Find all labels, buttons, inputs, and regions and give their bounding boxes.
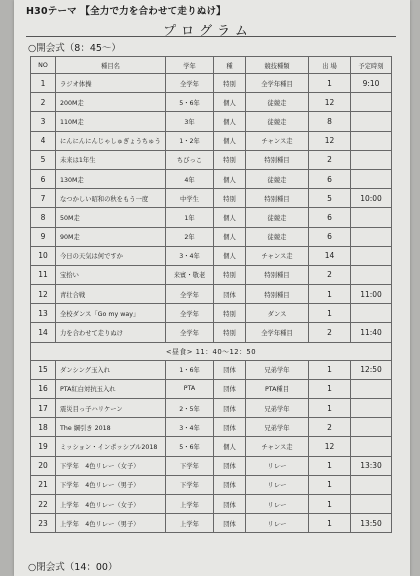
- cell-event-name: 宝拾い: [56, 265, 166, 284]
- title-underline: [26, 36, 396, 37]
- cell-grade: PTA: [166, 379, 214, 398]
- cell-type: 個人: [214, 437, 246, 456]
- cell-entries: 1: [309, 360, 351, 379]
- cell-time: 11:40: [351, 323, 392, 342]
- cell-category: チャンス走: [246, 246, 309, 265]
- cell-entries: 6: [309, 227, 351, 246]
- cell-grade: 1年: [166, 208, 214, 227]
- cell-no: 9: [31, 227, 56, 246]
- cell-no: 15: [31, 360, 56, 379]
- cell-entries: 1: [309, 74, 351, 93]
- cell-entries: 8: [309, 112, 351, 131]
- lunch-section: [31, 342, 392, 360]
- cell-entries: 2: [309, 265, 351, 284]
- header-time: 予定時刻: [351, 57, 392, 74]
- cell-entries: 12: [309, 437, 351, 456]
- cell-grade: 2年: [166, 227, 214, 246]
- cell-event-name: 110M走: [56, 112, 166, 131]
- cell-type: 団体: [214, 360, 246, 379]
- cell-grade: 3年: [166, 112, 214, 131]
- cell-type: 団体: [214, 514, 246, 533]
- cell-event-name: 震災目っ子ハリケーン: [56, 399, 166, 418]
- cell-category: 特別種目: [246, 189, 309, 208]
- cell-grade: 3・4年: [166, 418, 214, 437]
- cell-type: 団体: [214, 399, 246, 418]
- cell-entries: 14: [309, 246, 351, 265]
- lunch-break-label: <昼食> 11：40～12：50: [31, 342, 392, 360]
- cell-no: 12: [31, 285, 56, 304]
- cell-time: [351, 418, 392, 437]
- cell-category: チャンス走: [246, 131, 309, 150]
- cell-time: [351, 304, 392, 323]
- cell-time: [351, 208, 392, 227]
- cell-type: 個人: [214, 227, 246, 246]
- header-category: 競技種類: [246, 57, 309, 74]
- cell-time: [351, 169, 392, 188]
- cell-entries: 1: [309, 304, 351, 323]
- cell-no: 11: [31, 265, 56, 284]
- header-no: NO: [31, 57, 56, 74]
- cell-type: 団体: [214, 494, 246, 513]
- cell-grade: 1・6年: [166, 360, 214, 379]
- cell-no: 10: [31, 246, 56, 265]
- cell-time: [351, 227, 392, 246]
- cell-type: 団体: [214, 285, 246, 304]
- program-table: [30, 56, 392, 533]
- cell-type: 団体: [214, 456, 246, 475]
- cell-type: 団体: [214, 379, 246, 398]
- cell-event-name: ミッション・インポッシブル2018: [56, 437, 166, 456]
- table-header-row: [31, 57, 392, 74]
- cell-grade: ちびっこ: [166, 150, 214, 169]
- table-row: [31, 514, 392, 533]
- cell-category: 兄弟学年: [246, 360, 309, 379]
- cell-category: リレー: [246, 514, 309, 533]
- cell-time: 13:30: [351, 456, 392, 475]
- cell-event-name: 力を合わせて走りぬけ: [56, 323, 166, 342]
- cell-grade: 上学年: [166, 514, 214, 533]
- rows-before-lunch: [31, 74, 392, 343]
- cell-type: 個人: [214, 208, 246, 227]
- cell-grade: 全学年: [166, 74, 214, 93]
- table-row: [31, 437, 392, 456]
- cell-time: [351, 131, 392, 150]
- cell-entries: 1: [309, 514, 351, 533]
- cell-type: 特別: [214, 74, 246, 93]
- cell-time: [351, 265, 392, 284]
- cell-no: 6: [31, 169, 56, 188]
- cell-grade: 下学年: [166, 456, 214, 475]
- cell-time: [351, 150, 392, 169]
- cell-event-name: 青壮合戦: [56, 285, 166, 304]
- cell-category: 徒競走: [246, 112, 309, 131]
- cell-event-name: 全校ダンス「Go my way」: [56, 304, 166, 323]
- table-row: [31, 399, 392, 418]
- table-row: [31, 189, 392, 208]
- cell-category: 特別種目: [246, 285, 309, 304]
- header-grade: 学年: [166, 57, 214, 74]
- cell-event-name: 50M走: [56, 208, 166, 227]
- header-type: 種: [214, 57, 246, 74]
- cell-time: [351, 475, 392, 494]
- cell-event-name: 下学年 4色リレー（女子）: [56, 456, 166, 475]
- cell-entries: 12: [309, 93, 351, 112]
- cell-time: [351, 399, 392, 418]
- closing-ceremony: ○閉会式（14：00）: [28, 562, 118, 573]
- cell-time: [351, 246, 392, 265]
- program-title: プログラム: [163, 24, 253, 39]
- cell-type: 団体: [214, 418, 246, 437]
- cell-no: 2: [31, 93, 56, 112]
- cell-type: 個人: [214, 131, 246, 150]
- cell-no: 8: [31, 208, 56, 227]
- cell-category: PTA種目: [246, 379, 309, 398]
- cell-grade: 4年: [166, 169, 214, 188]
- cell-category: 特別種目: [246, 265, 309, 284]
- cell-category: 徒競走: [246, 227, 309, 246]
- cell-entries: 2: [309, 323, 351, 342]
- cell-category: リレー: [246, 475, 309, 494]
- cell-entries: 12: [309, 131, 351, 150]
- table-row: [31, 360, 392, 379]
- cell-category: チャンス走: [246, 437, 309, 456]
- cell-type: 特別: [214, 304, 246, 323]
- cell-no: 20: [31, 456, 56, 475]
- cell-time: 11:00: [351, 285, 392, 304]
- cell-grade: 5・6年: [166, 93, 214, 112]
- opening-ceremony: ○開会式（8：45～）: [28, 43, 121, 54]
- cell-event-name: The 綱引き 2018: [56, 418, 166, 437]
- header-event-name: 種目名: [56, 57, 166, 74]
- cell-no: 23: [31, 514, 56, 533]
- cell-grade: 中学生: [166, 189, 214, 208]
- cell-event-name: にんにんにんじゃしゅぎょうちゅう: [56, 131, 166, 150]
- cell-grade: 1・2年: [166, 131, 214, 150]
- table-row: [31, 208, 392, 227]
- header-entries: 出 場: [309, 57, 351, 74]
- cell-category: 兄弟学年: [246, 399, 309, 418]
- cell-no: 1: [31, 74, 56, 93]
- table-row: [31, 93, 392, 112]
- cell-no: 21: [31, 475, 56, 494]
- table-row: [31, 169, 392, 188]
- cell-grade: 下学年: [166, 475, 214, 494]
- cell-entries: 6: [309, 169, 351, 188]
- cell-entries: 2: [309, 418, 351, 437]
- cell-grade: 2・5年: [166, 399, 214, 418]
- cell-type: 個人: [214, 112, 246, 131]
- cell-time: [351, 494, 392, 513]
- cell-type: 個人: [214, 246, 246, 265]
- cell-entries: 1: [309, 379, 351, 398]
- cell-entries: 6: [309, 208, 351, 227]
- table-row: [31, 150, 392, 169]
- table-row: [31, 456, 392, 475]
- table-row: [31, 74, 392, 93]
- cell-time: [351, 112, 392, 131]
- cell-event-name: ダンシング玉入れ: [56, 360, 166, 379]
- cell-time: [351, 93, 392, 112]
- cell-category: 徒競走: [246, 208, 309, 227]
- cell-no: 16: [31, 379, 56, 398]
- cell-entries: 1: [309, 285, 351, 304]
- cell-event-name: 上学年 4色リレー（男子）: [56, 514, 166, 533]
- cell-category: 特別種目: [246, 150, 309, 169]
- cell-category: ダンス: [246, 304, 309, 323]
- cell-event-name: 90M走: [56, 227, 166, 246]
- table-row: [31, 131, 392, 150]
- table-row: [31, 304, 392, 323]
- cell-time: [351, 437, 392, 456]
- cell-category: 兄弟学年: [246, 418, 309, 437]
- cell-category: 全学年種目: [246, 74, 309, 93]
- table-row: [31, 379, 392, 398]
- cell-no: 17: [31, 399, 56, 418]
- cell-event-name: 今日の天気は何ですか: [56, 246, 166, 265]
- cell-grade: 全学年: [166, 285, 214, 304]
- cell-no: 19: [31, 437, 56, 456]
- cell-time: 13:50: [351, 514, 392, 533]
- cell-type: 特別: [214, 265, 246, 284]
- cell-grade: 3・4年: [166, 246, 214, 265]
- cell-no: 18: [31, 418, 56, 437]
- cell-grade: 全学年: [166, 323, 214, 342]
- cell-category: リレー: [246, 456, 309, 475]
- cell-event-name: 下学年 4色リレー（男子）: [56, 475, 166, 494]
- cell-type: 特別: [214, 323, 246, 342]
- cell-entries: 2: [309, 150, 351, 169]
- cell-event-name: 未来は1年生: [56, 150, 166, 169]
- cell-no: 7: [31, 189, 56, 208]
- cell-type: 団体: [214, 475, 246, 494]
- cell-event-name: なつかしい昭和の秋をもう一度: [56, 189, 166, 208]
- theme-heading: H30テーマ 【全力で力を合わせて走りぬけ】: [26, 6, 226, 17]
- cell-no: 4: [31, 131, 56, 150]
- cell-entries: 1: [309, 456, 351, 475]
- cell-no: 3: [31, 112, 56, 131]
- cell-time: 10:00: [351, 189, 392, 208]
- cell-type: 個人: [214, 169, 246, 188]
- cell-grade: 5・6年: [166, 437, 214, 456]
- cell-no: 14: [31, 323, 56, 342]
- cell-category: 全学年種目: [246, 323, 309, 342]
- cell-event-name: PTA紅白対抗玉入れ: [56, 379, 166, 398]
- table-row: [31, 418, 392, 437]
- cell-event-name: 130M走: [56, 169, 166, 188]
- rows-after-lunch: [31, 360, 392, 533]
- cell-time: 12:50: [351, 360, 392, 379]
- lunch-row: [31, 342, 392, 360]
- cell-event-name: 200M走: [56, 93, 166, 112]
- cell-grade: 全学年: [166, 304, 214, 323]
- cell-category: 徒競走: [246, 169, 309, 188]
- cell-type: 特別: [214, 189, 246, 208]
- cell-category: リレー: [246, 494, 309, 513]
- cell-entries: 5: [309, 189, 351, 208]
- cell-event-name: 上学年 4色リレー（女子）: [56, 494, 166, 513]
- cell-category: 徒競走: [246, 93, 309, 112]
- cell-no: 13: [31, 304, 56, 323]
- cell-grade: 来賓・敬老: [166, 265, 214, 284]
- cell-entries: 1: [309, 494, 351, 513]
- cell-grade: 上学年: [166, 494, 214, 513]
- table-row: [31, 323, 392, 342]
- table-row: [31, 246, 392, 265]
- cell-event-name: ラジオ体操: [56, 74, 166, 93]
- cell-no: 22: [31, 494, 56, 513]
- cell-type: 特別: [214, 150, 246, 169]
- cell-no: 5: [31, 150, 56, 169]
- table-row: [31, 475, 392, 494]
- table-row: [31, 112, 392, 131]
- cell-entries: 1: [309, 475, 351, 494]
- cell-type: 個人: [214, 93, 246, 112]
- cell-entries: 1: [309, 399, 351, 418]
- table-row: [31, 494, 392, 513]
- cell-time: 9:10: [351, 74, 392, 93]
- table-row: [31, 265, 392, 284]
- table-row: [31, 227, 392, 246]
- cell-time: [351, 379, 392, 398]
- table-row: [31, 285, 392, 304]
